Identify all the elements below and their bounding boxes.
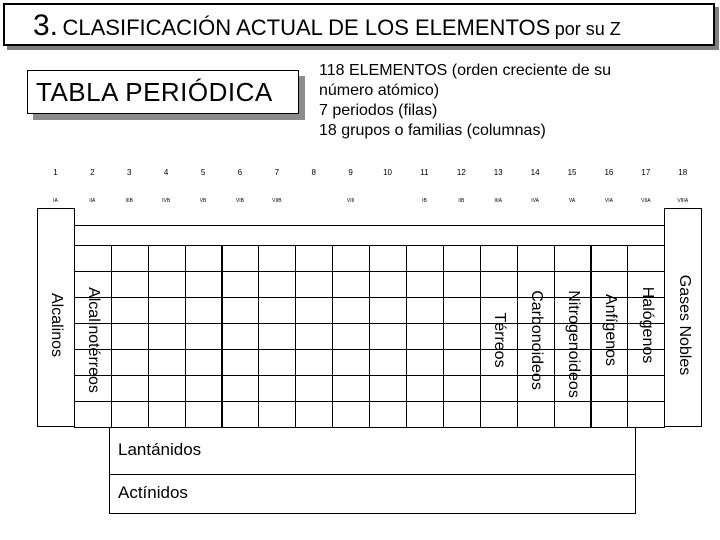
group-roman: IA xyxy=(53,198,58,204)
table-cell xyxy=(185,349,223,376)
group-number: 8 xyxy=(311,168,316,177)
table-cell xyxy=(148,245,186,272)
table-cell xyxy=(111,375,149,402)
group-number: 14 xyxy=(530,168,540,177)
group-roman: VB xyxy=(199,198,207,204)
group-number: 2 xyxy=(90,168,95,177)
group-number: 4 xyxy=(163,168,169,177)
tabla-periodica-label: TABLA PERIÓDICA xyxy=(36,77,273,107)
group-number: 12 xyxy=(456,168,466,177)
family-label-halogenos: Halógenos xyxy=(638,286,656,364)
table-cell xyxy=(406,271,444,298)
table-cell xyxy=(185,271,223,298)
table-cell xyxy=(443,375,481,402)
table-cell xyxy=(443,271,481,298)
table-cell xyxy=(332,323,370,350)
table-cell xyxy=(185,297,223,324)
group-roman: IIIB xyxy=(125,198,133,204)
table-cell xyxy=(443,323,481,350)
family-label-terreos: Térreos xyxy=(491,312,509,368)
table-cell xyxy=(148,271,186,298)
title-main: CLASIFICACIÓN ACTUAL DE LOS ELEMENTOS xyxy=(62,15,551,40)
group-number: 13 xyxy=(493,168,503,177)
table-cell xyxy=(332,401,370,428)
table-cell xyxy=(369,375,407,402)
table-cell xyxy=(369,271,407,298)
info-line: 18 grupos o familias (columnas) xyxy=(319,122,546,139)
group-roman: IVA xyxy=(531,198,539,204)
table-cell xyxy=(148,323,186,350)
table-cell xyxy=(295,245,333,272)
table-cell xyxy=(222,323,260,350)
group-roman: VIIIA xyxy=(677,198,689,204)
table-cell xyxy=(148,375,186,402)
table-cell xyxy=(295,271,333,298)
table-cell xyxy=(111,401,149,428)
table-cell xyxy=(295,349,333,376)
table-cell xyxy=(295,323,333,350)
info-line: 7 periodos (filas) xyxy=(319,102,438,119)
group-number: 11 xyxy=(420,168,429,177)
info-line: 118 ELEMENTOS (orden creciente de su xyxy=(319,62,611,79)
group-number: 6 xyxy=(237,168,243,177)
table-cell xyxy=(148,297,186,324)
table-cell xyxy=(222,245,260,272)
group-roman: IIB xyxy=(458,198,465,204)
group-number: 15 xyxy=(567,168,577,177)
group-number: 10 xyxy=(383,168,392,177)
family-label-alcalinoterreos: Alcalinotérreos xyxy=(85,287,103,393)
title-number: 3. xyxy=(33,9,59,42)
table-cell xyxy=(406,349,444,376)
group-roman: IIA xyxy=(89,198,96,204)
table-cell xyxy=(111,349,149,376)
table-cell xyxy=(332,375,370,402)
actinides-row xyxy=(109,474,636,514)
table-cell xyxy=(332,297,370,324)
table-cell xyxy=(627,401,665,428)
table-cell xyxy=(258,271,296,298)
table-cell xyxy=(443,245,481,272)
table-cell xyxy=(222,349,260,376)
table-cell xyxy=(258,323,296,350)
table-cell xyxy=(443,401,481,428)
table-cell xyxy=(185,401,223,428)
group-number: 1 xyxy=(53,168,58,177)
table-cell xyxy=(222,271,260,298)
table-cell xyxy=(258,401,296,428)
group-roman xyxy=(369,198,406,208)
group-number: 16 xyxy=(604,168,614,177)
group-roman xyxy=(295,198,332,208)
group-number: 17 xyxy=(641,168,651,177)
table-cell xyxy=(295,375,333,402)
group-roman: VIII xyxy=(346,198,355,204)
group-number: 5 xyxy=(200,168,206,177)
table-cell xyxy=(443,349,481,376)
tabla-periodica-box xyxy=(27,70,299,114)
table-cell xyxy=(443,297,481,324)
table-cell xyxy=(332,349,370,376)
group-roman: VIB xyxy=(235,198,244,204)
table-cell xyxy=(369,401,407,428)
group-roman: VIIA xyxy=(641,198,651,204)
family-label-anfigenos: Anfígenos xyxy=(601,293,619,367)
table-cell xyxy=(185,375,223,402)
table-cell xyxy=(148,401,186,428)
table-cell xyxy=(332,245,370,272)
table-cell xyxy=(295,297,333,324)
group-roman: IVB xyxy=(162,198,171,204)
group-number: 7 xyxy=(274,168,280,177)
block-top xyxy=(74,225,665,246)
table-cell xyxy=(369,349,407,376)
table-cell xyxy=(222,401,260,428)
table-cell xyxy=(185,245,223,272)
table-cell xyxy=(185,323,223,350)
group-roman: IIIA xyxy=(494,198,502,204)
title-suffix: por su Z xyxy=(554,19,621,39)
family-label-gases-nobles: Gases Nobles xyxy=(675,274,693,376)
table-cell xyxy=(406,401,444,428)
table-cell xyxy=(111,271,149,298)
family-label-nitrogenoideos: Nitrogenoideos xyxy=(565,290,583,398)
page-title xyxy=(33,9,621,43)
table-cell xyxy=(111,323,149,350)
group-number: 9 xyxy=(348,168,353,177)
family-label-carbonoideos: Carbonoideos xyxy=(528,290,546,390)
group-number: 18 xyxy=(678,168,688,177)
lanthanides-label: Lantánidos xyxy=(118,440,202,459)
table-cell xyxy=(258,245,296,272)
table-cell xyxy=(111,297,149,324)
table-cell xyxy=(258,297,296,324)
table-cell xyxy=(222,375,260,402)
table-cell xyxy=(222,297,260,324)
group-roman: VIIB xyxy=(272,198,282,204)
table-cell xyxy=(369,297,407,324)
info-line: número atómico) xyxy=(319,82,440,99)
group-roman: IB xyxy=(422,198,427,204)
table-cell xyxy=(406,323,444,350)
family-label-alcalinos: Alcalinos xyxy=(48,292,66,358)
table-cell xyxy=(406,375,444,402)
table-cell xyxy=(369,323,407,350)
actinides-label: Actínidos xyxy=(118,483,188,502)
table-cell xyxy=(295,401,333,428)
info-text xyxy=(319,61,611,141)
title-box xyxy=(3,3,715,46)
table-cell xyxy=(258,349,296,376)
table-cell xyxy=(332,271,370,298)
table-cell xyxy=(148,349,186,376)
group-roman: VIA xyxy=(604,198,613,204)
table-cell xyxy=(406,297,444,324)
table-cell xyxy=(369,245,407,272)
table-cell xyxy=(406,245,444,272)
table-cell xyxy=(111,245,149,272)
table-cell xyxy=(258,375,296,402)
group-number: 3 xyxy=(127,168,132,177)
group-roman: VA xyxy=(568,198,576,204)
lanthanides-row xyxy=(109,427,636,475)
